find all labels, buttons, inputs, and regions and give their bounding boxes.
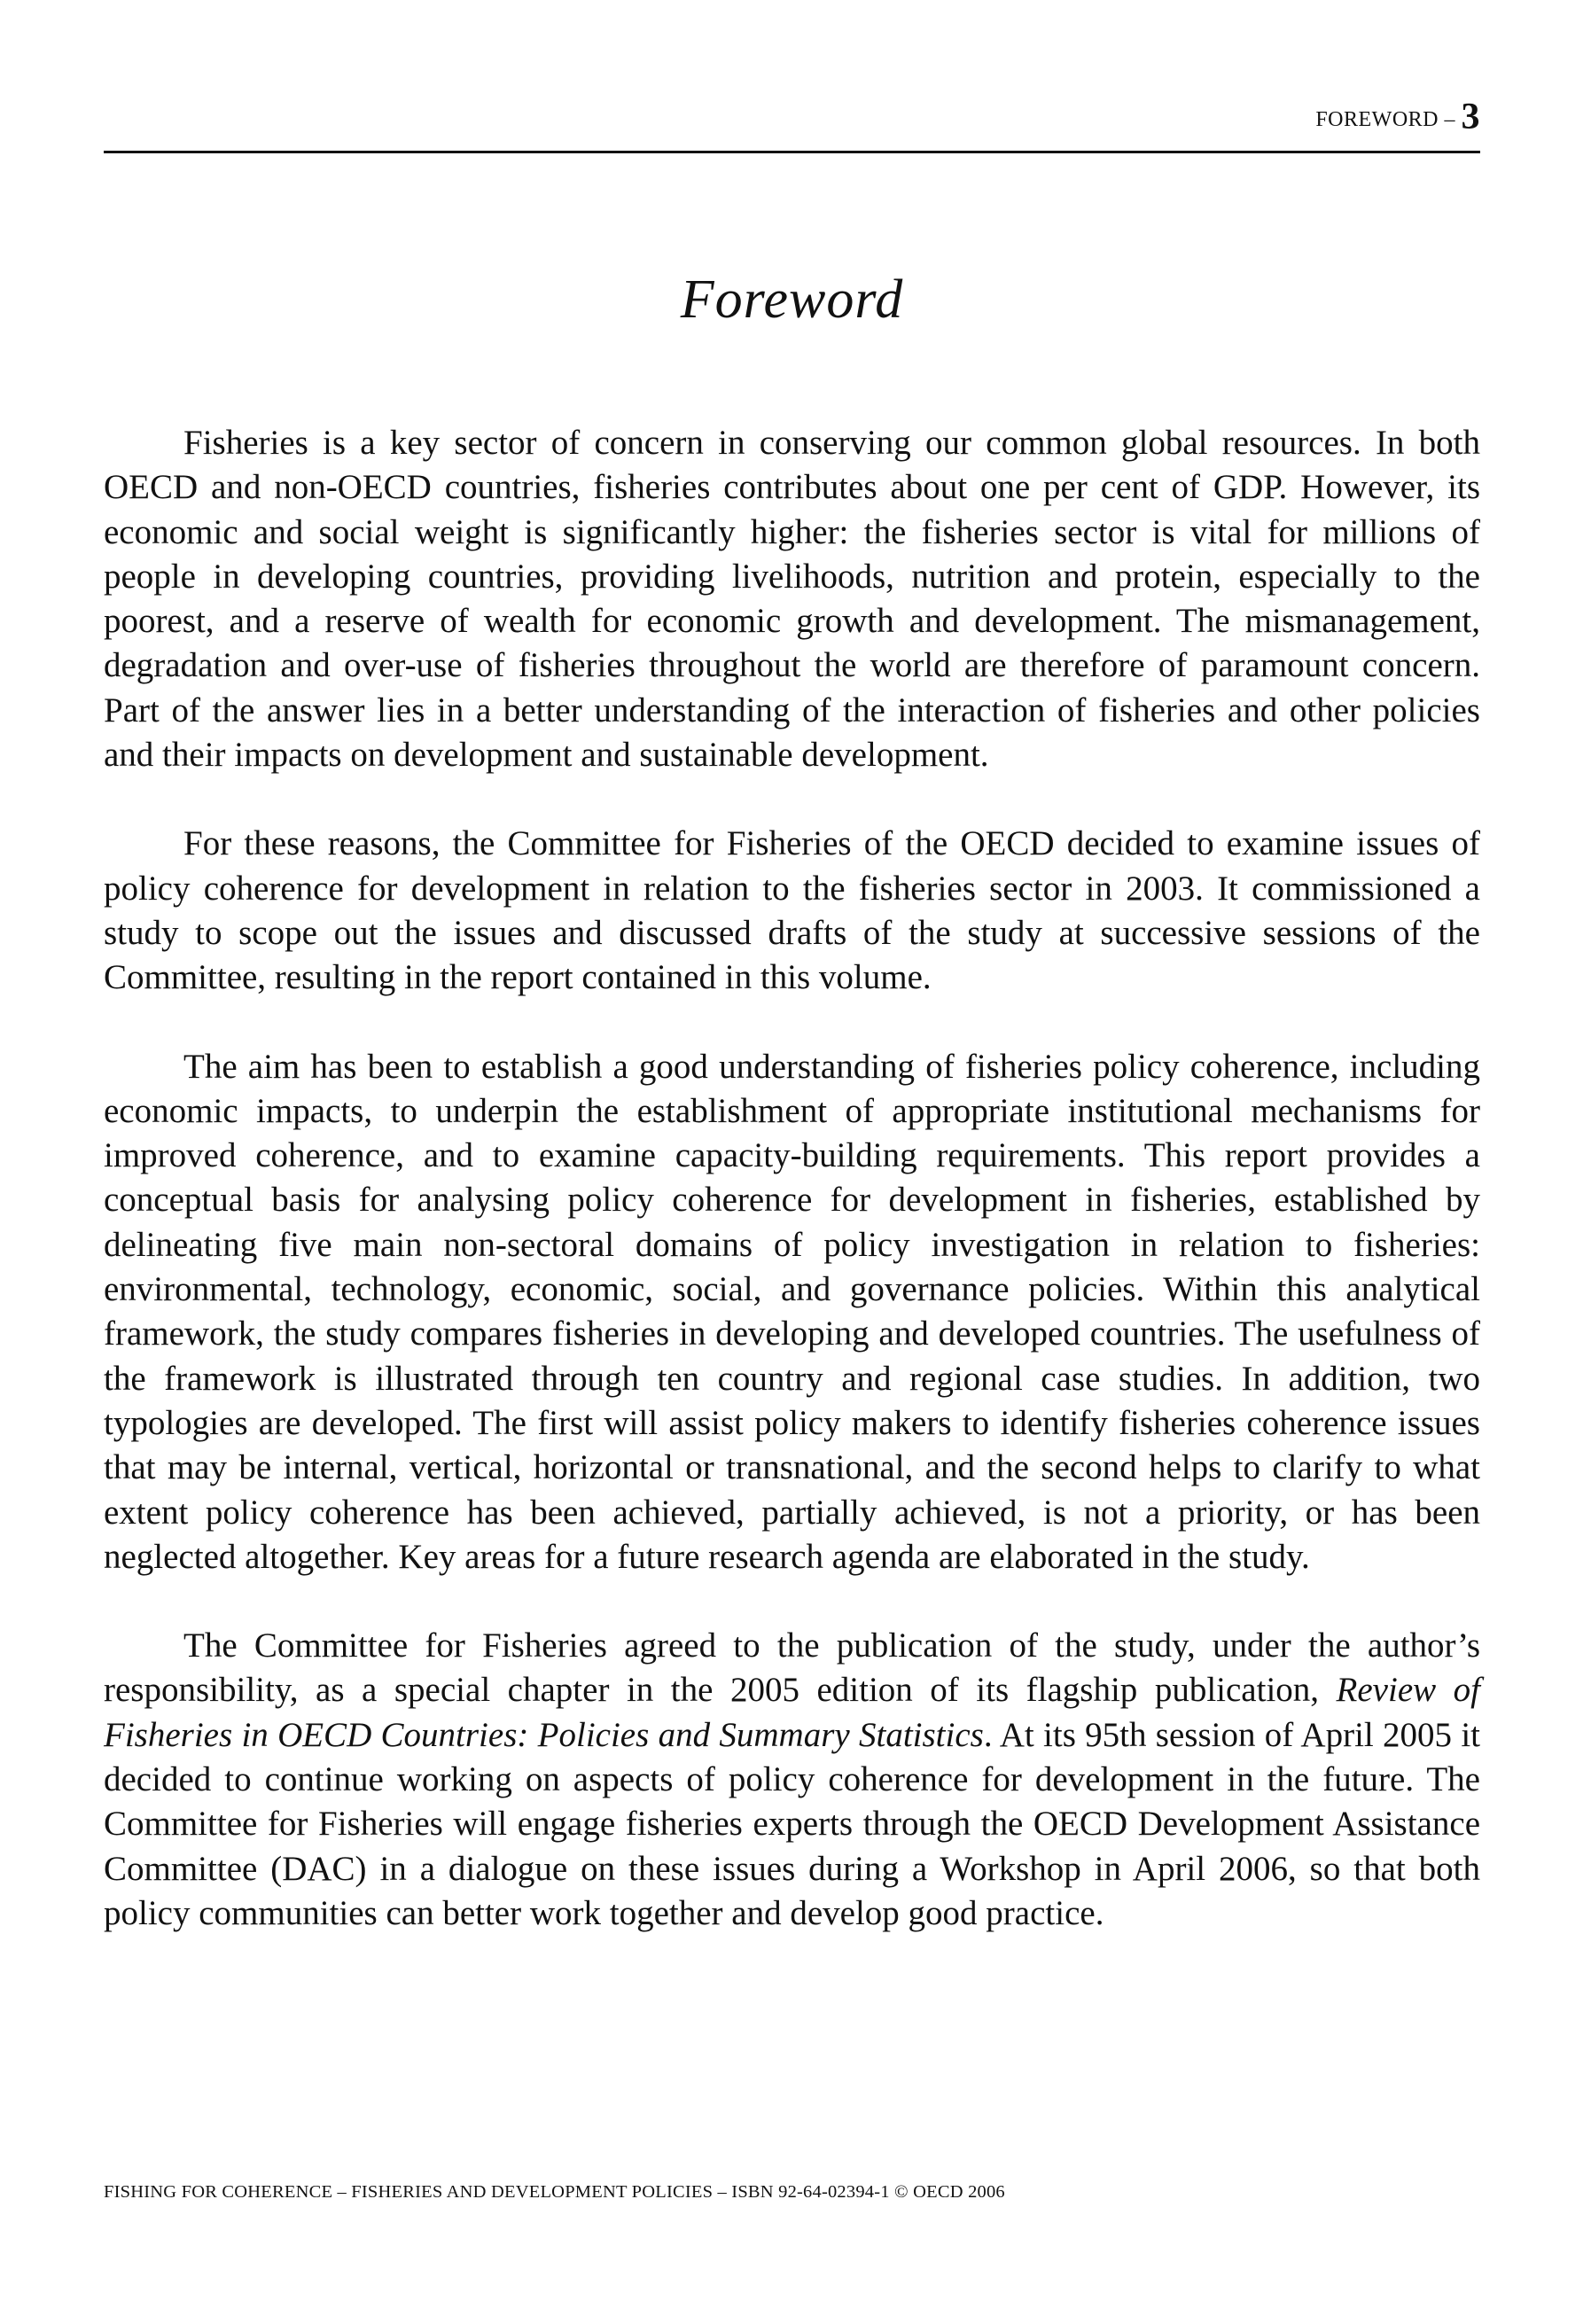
paragraph-1: Fisheries is a key sector of concern in conserving our common global resources. In both OECD and non-OECD countries, fisheries contributes about one per cent of GDP. However, its economic and social weight is significantly higher: the fisheries sector is vital for millions of people in developing countries, providing livelihoods, nutrition and protein, especially to the poorest, and a reserve of wealth for economic growth and development. The mismanagement, degradation and over-use of fisheries throughout the world are therefore of paramount concern. Part of the answer lies in a better understanding of the interaction of fisheries and other policies and their impacts on development and sustainable development.	[104, 424, 1480, 775]
header-rule	[104, 151, 1480, 153]
body-text	[104, 421, 1480, 1980]
page-title: Foreword	[680, 269, 904, 330]
page-footer: FISHING FOR COHERENCE – FISHERIES AND DEVELOPMENT POLICIES – ISBN 92-64-02394-1 © OECD 2006	[104, 2182, 1005, 2202]
running-head	[104, 96, 1480, 141]
paragraph-3: The aim has been to establish a good understanding of fisheries policy coherence, including economic impacts, to underpin the establishment of appropriate institutional mechanisms for improved coherence, and to examine capacity-building requirements. This report provides a conceptual basis for analysing policy coherence for development in fisheries, established by delineating five main non-sectoral domains of policy investigation in relation to fisheries: environmental, technology, economic, social, and governance policies. Within this analytical framework, the study compares fisheries in developing and developed countries. The usefulness of the framework is illustrated through ten country and regional case studies. In addition, two typologies are developed. The first will assist policy makers to identify fisheries coherence issues that may be internal, vertical, horizontal or transnational, and the second helps to clarify to what extent policy coherence has been achieved, partially achieved, is not a priority, or has been neglected altogether. Key areas for a future research agenda are elaborated in the study.	[104, 1047, 1480, 1576]
paragraph-4-rest: . At its 95th session of April 2005 it decided to continue working on aspects of policy coherence for development in the future. The Committee for Fisheries will engage fisheries experts through the OECD Development Assistance Committee (DAC) in a dialogue on these issues during a Workshop in April 2006, so that both policy communities can better work together and develop good practice.	[104, 1715, 1480, 1932]
paragraph-4	[104, 1624, 1480, 1936]
page-number: 3	[1461, 97, 1480, 137]
publication-title: Review of Fisheries in OECD Countries: Policies and Summary Statistics	[104, 1671, 1480, 1754]
running-head-section: FOREWORD –	[1315, 108, 1462, 131]
paragraph-2: For these reasons, the Committee for Fisheries of the OECD decided to examine issues of policy coherence for development in relation to the fisheries sector in 2003. It commissioned a study to scope out the issues and discussed drafts of the study at successive sessions of the Committee, resulting in the report contained in this volume.	[104, 824, 1480, 997]
paragraph-4-intro: The Committee for Fisheries agreed to the publication of the study, under the author’s responsibility, as a special chapter in the 2005 edition of its flagship publication,	[104, 1626, 1480, 1710]
